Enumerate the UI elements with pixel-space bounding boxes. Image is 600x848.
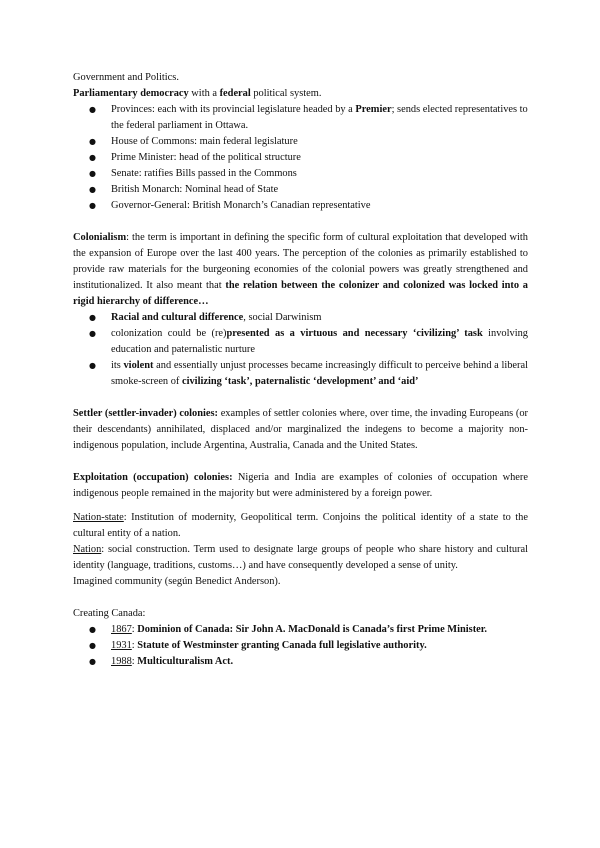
list-item: ● British Monarch: Nominal head of State	[73, 182, 528, 198]
list-item: ● House of Commons: main federal legislature	[73, 134, 528, 150]
list-item: ● Senate: ratifies Bills passed in the Commons	[73, 166, 528, 182]
settler-term: Settler (settler-invader) colonies:	[73, 408, 219, 419]
nation-term: Nation	[73, 544, 102, 555]
document-body	[73, 70, 528, 670]
list-item: ● Prime Minister: head of the political structure	[73, 150, 528, 166]
nation-state-paragraph: Nation-state: Institution of modernity, Geopolitical term. Conjoins the political identity of a state to the cultural entity of a nation.	[73, 512, 528, 539]
exploitation-paragraph: Exploitation (occupation) colonies: Nigeria and India are examples of colonies of occupation where indigenous people remained in the majority but were administered by a foreign power.	[73, 472, 528, 499]
parliamentary-term: Parliamentary democracy	[73, 88, 189, 99]
list-item: ● colonization could be (re)presented as a virtuous and necessary ‘civilizing’ task involving education and paternalistic nurture	[73, 326, 528, 358]
list-item: ● Racial and cultural difference, social Darwinism	[73, 310, 528, 326]
imagined-community: Imagined community (según Benedict Anderson).	[73, 576, 281, 587]
list-item: ● Governor-General: British Monarch’s Canadian representative	[73, 198, 528, 214]
colonialism-term: Colonialism	[73, 232, 127, 243]
parliamentary-paragraph: Parliamentary democracy with a federal political system.	[73, 88, 322, 99]
list-item: ● 1867: Dominion of Canada: Sir John A. MacDonald is Canada’s first Prime Minister.	[73, 622, 528, 638]
exploitation-term: Exploitation (occupation) colonies:	[73, 472, 233, 483]
creating-canada-title: Creating Canada:	[73, 608, 146, 619]
list-item: ● 1931: Statute of Westminster granting Canada full legislative authority.	[73, 638, 528, 654]
government-list	[73, 102, 528, 214]
list-item: ● its violent and essentially unjust processes became increasingly difficult to perceive behind a liberal smoke-screen of civilizing ‘task’, paternalistic ‘development’ and ‘aid’	[73, 358, 528, 390]
colonialism-paragraph: Colonialism: the term is important in defining the specific form of cultural exploitation that developed with the expansion of Europe over the last 400 years. The perception of the colonies as primarily established to provide raw materials for the burgeoning economies of the colonial powers was greatly strengthened and institutionalized. It also meant that the relation between the colonizer and colonized was locked into a rigid hierarchy of difference…	[73, 232, 528, 307]
page-title: Government and Politics.	[73, 72, 179, 83]
nation-state-term: Nation-state	[73, 512, 124, 523]
colonialism-list	[73, 310, 528, 390]
list-item: ● Provinces: each with its provincial legislature headed by a Premier; sends elected representatives to the federal parliament in Ottawa.	[73, 102, 528, 134]
nation-paragraph: Nation: social construction. Term used to designate large groups of people who share history and cultural identity (language, traditions, customs…) and have consequently developed a sense of unity.	[73, 544, 528, 571]
settler-paragraph: Settler (settler-invader) colonies: examples of settler colonies where, over time, the invading Europeans (or their descendants) annihilated, displaced and/or marginalized the indegens to become a majority non-indigenous population, include Argentina, Australia, Canada and the United States.	[73, 408, 528, 451]
list-item: ● 1988: Multiculturalism Act.	[73, 654, 528, 670]
creating-canada-list	[73, 622, 528, 670]
